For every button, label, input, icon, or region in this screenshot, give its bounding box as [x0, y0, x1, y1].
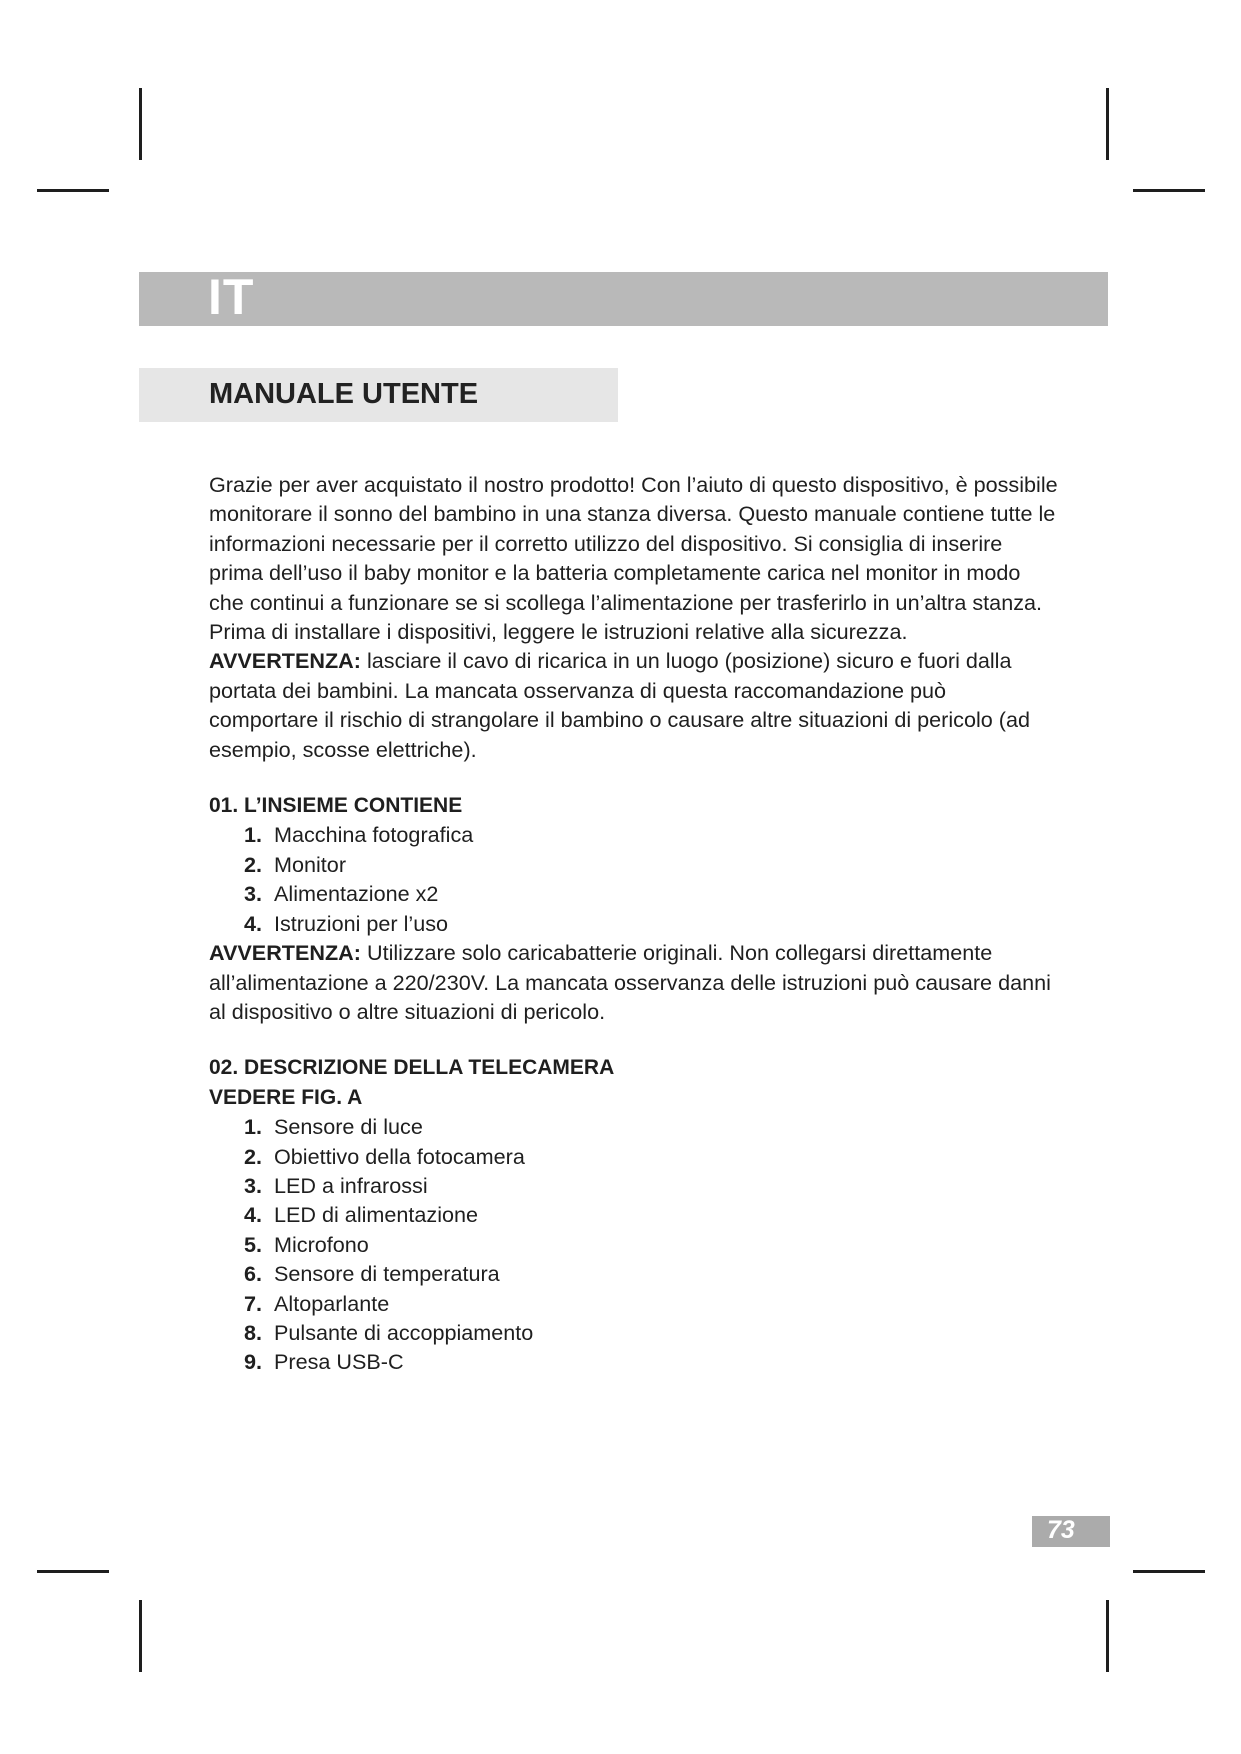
intro-warning [209, 646, 1059, 764]
list-item: 8. Pulsante di accoppiamento [244, 1319, 534, 1345]
list-item: 1. Sensore di luce [244, 1114, 423, 1140]
intro-paragraph: Grazie per aver acquistato il nostro prodotto! Con l’aiuto di questo dispositivo, è possibile monitorare il sonno del bambino in una stanza diversa. Questo manuale contiene tutte le informazioni necessarie per il corretto utilizzo del dispositivo. Si consiglia di inserire prima dell’uso il baby monitor e la batteria completamente carica nel monitor in modo che continui a funzionare se si scollega l’alimentazione per trasferirlo in un’altra stanza. Prima di installare i dispositivi, leggere le istruzioni relative alla sicurezza. [209, 472, 1058, 645]
contents-warning [209, 938, 1059, 1026]
language-code: IT [208, 269, 255, 325]
list-item: 3. Alimentazione x2 [244, 881, 439, 907]
page-number-box [1032, 1516, 1110, 1547]
list-item: 1. Macchina fotografica [244, 822, 474, 848]
crop-mark [1106, 1600, 1109, 1672]
language-bar [139, 269, 1108, 326]
manual-content [209, 470, 1059, 1377]
list-item: 4. Istruzioni per l’uso [244, 910, 449, 936]
warning-text: lasciare il cavo di ricarica in un luogo (posizione) sicuro e fuori dalla portata dei bambini. La mancata osservanza di questa raccomandazione può comportare il rischio di strangolare il bambino o causare altre situazioni di pericolo (ad esempio, scosse elettriche). [209, 648, 1030, 762]
list-item: 2. Obiettivo della fotocamera [244, 1143, 525, 1169]
list-item: 6. Sensore di temperatura [244, 1261, 500, 1287]
crop-mark [37, 189, 109, 192]
crop-mark [1133, 189, 1205, 192]
list-item: 4. LED di alimentazione [244, 1202, 479, 1228]
camera-parts-list [209, 1112, 1059, 1377]
section-title-contents: 01. L’INSIEME CONTIENE [209, 794, 463, 818]
list-item: 3. LED a infrarossi [244, 1172, 428, 1198]
list-item: 9. Presa USB-C [244, 1349, 404, 1375]
list-item: 7. Altoparlante [244, 1290, 390, 1316]
figure-reference: VEDERE FIG. A [209, 1085, 363, 1109]
warning-label: AVVERTENZA: [209, 940, 361, 966]
warning-text: Utilizzare solo caricabatterie originali. Non collegarsi direttamente all’alimentazione a 220/230V. La mancata osservanza delle istruzioni può causare danni al dispositivo o altre situazioni di pericolo. [209, 940, 1051, 1024]
crop-mark [37, 1570, 109, 1573]
crop-mark [139, 1600, 142, 1672]
list-item: 5. Microfono [244, 1231, 369, 1257]
manual-title-box [139, 368, 618, 422]
page-title: MANUALE UTENTE [209, 378, 479, 410]
crop-mark [139, 88, 142, 160]
warning-label: AVVERTENZA: [209, 648, 361, 674]
crop-mark [1133, 1570, 1205, 1573]
contents-list [209, 820, 1059, 938]
list-item: 2. Monitor [244, 851, 347, 877]
page-number: 73 [1047, 1516, 1075, 1544]
crop-mark [1106, 88, 1109, 160]
section-title-camera: 02. DESCRIZIONE DELLA TELECAMERA [209, 1056, 615, 1080]
